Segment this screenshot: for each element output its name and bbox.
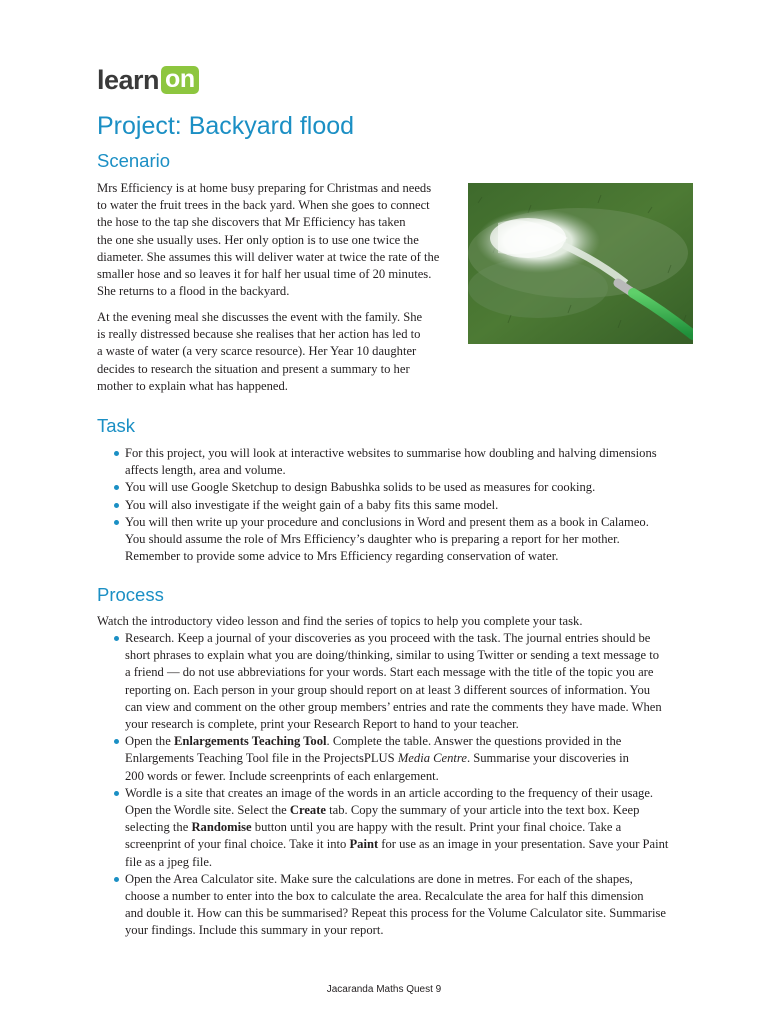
task-list: [112, 445, 657, 565]
list-item: You will then write up your procedure and conclusions in Word and present them as a book in Calameo. You should assume the role of Mrs Efficiency’s daughter who is preparing a report for her mother. Remember to provide some advice to Mrs Efficiency regarding conservation of water.: [112, 514, 657, 566]
process-list: [112, 630, 668, 940]
process-heading: Process: [97, 584, 164, 605]
page-footer: Jacaranda Maths Quest 9: [326, 984, 442, 995]
list-item: Open the Enlargements Teaching Tool. Complete the table. Answer the questions provided in the Enlargements Teaching Tool file in the ProjectsPLUS Media Centre. Summarise your discoveries in 200 words or fewer. Include screenprints of each enlargement.: [112, 733, 668, 785]
page-title: Project: Backyard flood: [97, 112, 355, 140]
list-item: Wordle is a site that creates an image of the words in an article according to the frequency of their usage. Open the Wordle site. Select the Create tab. Copy the summary of your article into the text box. Keep selecting the Randomise button until you are happy with the result. Print your final choice. Take a screenprint of your final choice. Take it into Paint for use as an image in your presentation. Save your Paint file as a jpeg file.: [112, 785, 668, 871]
list-item: Research. Keep a journal of your discoveries as you proceed with the task. The journal entries should be short phrases to explain what you are doing/thinking, similar to using Twitter or sending a text message to a friend — do not use abbreviations for your words. Start each message with the title of the topic you are reporting on. Each person in your group should report on at least 3 different sources of information. You can view and comment on the other group members’ entries and rate the comments they have made. When your research is complete, print your Research Report to hand to your teacher.: [112, 630, 668, 733]
hose-flood-photo: [468, 183, 693, 344]
task-heading: Task: [97, 415, 136, 436]
list-item: You will also investigate if the weight gain of a baby fits this same model.: [112, 497, 657, 514]
scenario-heading: Scenario: [97, 150, 171, 171]
logo-learn-text: learn: [97, 65, 160, 95]
process-intro: Watch the introductory video lesson and find the series of topics to help you complete your task.: [97, 614, 583, 628]
scenario-paragraph-1: Mrs Efficiency is at home busy preparing for Christmas and needs to water the fruit trees in the back yard. When she goes to connect the hose to the tap she discovers that Mr Efficiency has taken the one she usually uses. Her only option is to use one twice the diameter. She assumes this will deliver water at twice the rate of the smaller hose and so leaves it for half her usual time of 20 minutes. She returns to a flood in the backyard.: [97, 181, 440, 299]
list-item: You will use Google Sketchup to design Babushka solids to be used as measures for cooking.: [112, 479, 657, 496]
list-item: For this project, you will look at interactive websites to summarise how doubling and halving dimensions affects length, area and volume.: [112, 445, 657, 479]
logo-on-badge: on: [161, 66, 199, 94]
learnon-logo: [97, 66, 199, 94]
scenario-paragraph-2: At the evening meal she discusses the event with the family. She is really distressed because she realises that her action has led to a waste of water (a very scarce resource). Her Year 10 daughter decides to research the situation and present a summary to her mother to explain what has happened.: [97, 310, 423, 393]
list-item: Open the Area Calculator site. Make sure the calculations are done in metres. For each of the shapes, choose a number to enter into the box to calculate the area. Recalculate the area for half this dimension and double it. How can this be summarised? Repeat this process for the Volume Calculator site. Summarise your findings. Include this summary in your report.: [112, 871, 668, 940]
